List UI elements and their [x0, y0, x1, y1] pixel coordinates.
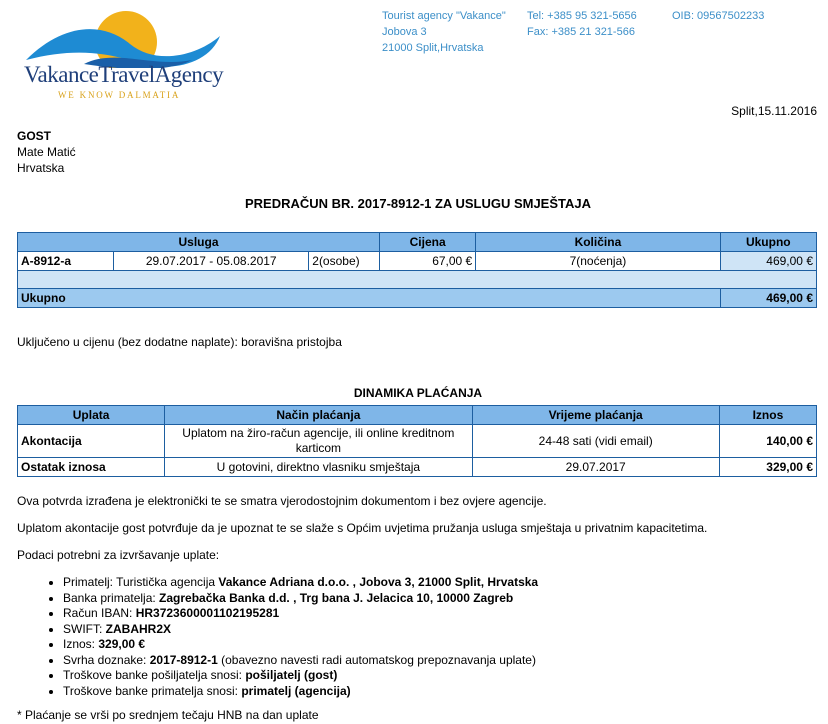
list-item [63, 575, 817, 591]
detail-value: 329,00 € [98, 637, 146, 651]
note-terms: Uplatom akontacije gost potvrđuje da je upoznat te se slaže s Općim uvjetima pružanja usluga smještaja u privatnim kapacitetima. [17, 521, 708, 535]
invoice-table [17, 232, 817, 308]
payment-amount: 140,00 € [719, 425, 816, 458]
payment-type: Akontacija [18, 425, 165, 458]
header-nacin: Način plaćanja [165, 406, 472, 425]
detail-label: Primatelj: Turistička agencija [63, 575, 219, 589]
agency-address [382, 8, 506, 56]
list-item [63, 684, 817, 700]
list-item [63, 668, 817, 684]
total-label: Ukupno [18, 289, 721, 308]
note-payment-data: Podaci potrebni za izvršavanje uplate: [17, 548, 220, 562]
service-price: 67,00 € [380, 252, 476, 271]
detail-value: ZABAHR2X [105, 621, 172, 636]
footnote: * Plaćanje se vrši po srednjem tečaju HNB na dan uplate [17, 708, 319, 722]
header-kolicina: Količina [476, 233, 720, 252]
included-note: Uključeno u cijenu (bez dodatne naplate): boravišna pristojba [17, 335, 342, 349]
header-ukupno: Ukupno [720, 233, 816, 252]
total-value: 469,00 € [720, 289, 816, 308]
agency-name: Tourist agency "Vakance" [382, 10, 506, 22]
table-row [18, 458, 817, 477]
header-usluga: Usluga [18, 233, 380, 252]
table-row [18, 425, 817, 458]
list-item [63, 637, 817, 653]
header-iznos: Iznos [719, 406, 816, 425]
guest-block [17, 128, 76, 176]
invoice-table-header [18, 233, 817, 252]
payment-amount: 329,00 € [719, 458, 816, 477]
detail-label: Troškove banke pošiljatelja snosi: [63, 668, 246, 682]
guest-name: Mate Matić [17, 145, 76, 159]
header-vrijeme: Vrijeme plaćanja [472, 406, 719, 425]
logo-tagline: WE KNOW DALMATIA [58, 90, 181, 100]
detail-label: Svrha doznake: [63, 652, 150, 667]
payment-table [17, 405, 817, 477]
invoice-title: PREDRAČUN BR. 2017-8912-1 ZA USLUGU SMJEŠTAJA [244, 196, 592, 211]
guest-label: GOST [17, 129, 52, 143]
agency-tel: Tel: +385 95 321-5656 [527, 10, 637, 22]
agency-logo [24, 8, 234, 103]
agency-oib: OIB: 09567502233 [672, 10, 765, 22]
guest-country: Hrvatska [17, 161, 65, 175]
service-dates: 29.07.2017 - 05.08.2017 [114, 252, 309, 271]
payment-type: Ostatak iznosa [18, 458, 165, 477]
payment-time: 29.07.2017 [472, 458, 719, 477]
document-date: Split,15.11.2016 [731, 104, 817, 118]
list-item [63, 653, 817, 669]
spacer-row [18, 271, 817, 289]
detail-label: SWIFT: [63, 621, 106, 636]
agency-city: 21000 Split,Hrvatska [382, 42, 484, 54]
service-total: 469,00 € [720, 252, 816, 271]
sun-wave-icon [24, 8, 234, 68]
agency-fax: Fax: +385 21 321-566 [527, 26, 635, 38]
list-item [63, 591, 817, 607]
list-item [63, 606, 817, 622]
note-electronic: Ova potvrda izrađena je elektronički te se smatra vjerodostojnim dokumentom i bez ovjere agencije. [17, 494, 547, 508]
detail-label: Troškove banke primatelja snosi: [63, 683, 242, 698]
payment-details [17, 575, 817, 699]
agency-phones [527, 8, 637, 40]
detail-value: Vakance Adriana d.o.o. , Jobova 3, 21000 Split, Hrvatska [218, 575, 539, 589]
list-item [63, 622, 817, 638]
detail-value: primatelj (agencija) [241, 683, 351, 698]
detail-label: Iznos: [63, 637, 99, 651]
payment-method: U gotovini, direktno vlasniku smještaja [165, 458, 472, 477]
payment-details-list [17, 575, 817, 699]
agency-street: Jobova 3 [382, 26, 427, 38]
detail-label: Banka primatelja: [63, 590, 160, 605]
logo-brand-text: VakanceTravelAgency [24, 62, 224, 87]
payment-title: DINAMIKA PLAĆANJA [353, 386, 483, 400]
table-row [18, 252, 817, 271]
detail-value: pošiljatelj (gost) [245, 668, 338, 682]
service-quantity: 7(noćenja) [476, 252, 720, 271]
payment-method: Uplatom na žiro-račun agencije, ili online kreditnom karticom [165, 425, 472, 458]
header-cijena: Cijena [380, 233, 476, 252]
service-persons: 2(osobe) [309, 252, 380, 271]
detail-suffix: (obavezno navesti radi automatskog prepoznavanja uplate) [217, 652, 536, 667]
detail-value: Zagrebačka Banka d.d. , Trg bana J. Jelacica 10, 10000 Zagreb [159, 590, 514, 605]
service-code: A-8912-a [18, 252, 114, 271]
header-uplata: Uplata [18, 406, 165, 425]
payment-time: 24-48 sati (vidi email) [472, 425, 719, 458]
total-row [18, 289, 817, 308]
detail-label: Račun IBAN: [63, 606, 136, 620]
detail-value: 2017-8912-1 [149, 652, 218, 667]
payment-table-header [18, 406, 817, 425]
detail-value: HR3723600001102195281 [135, 606, 280, 620]
